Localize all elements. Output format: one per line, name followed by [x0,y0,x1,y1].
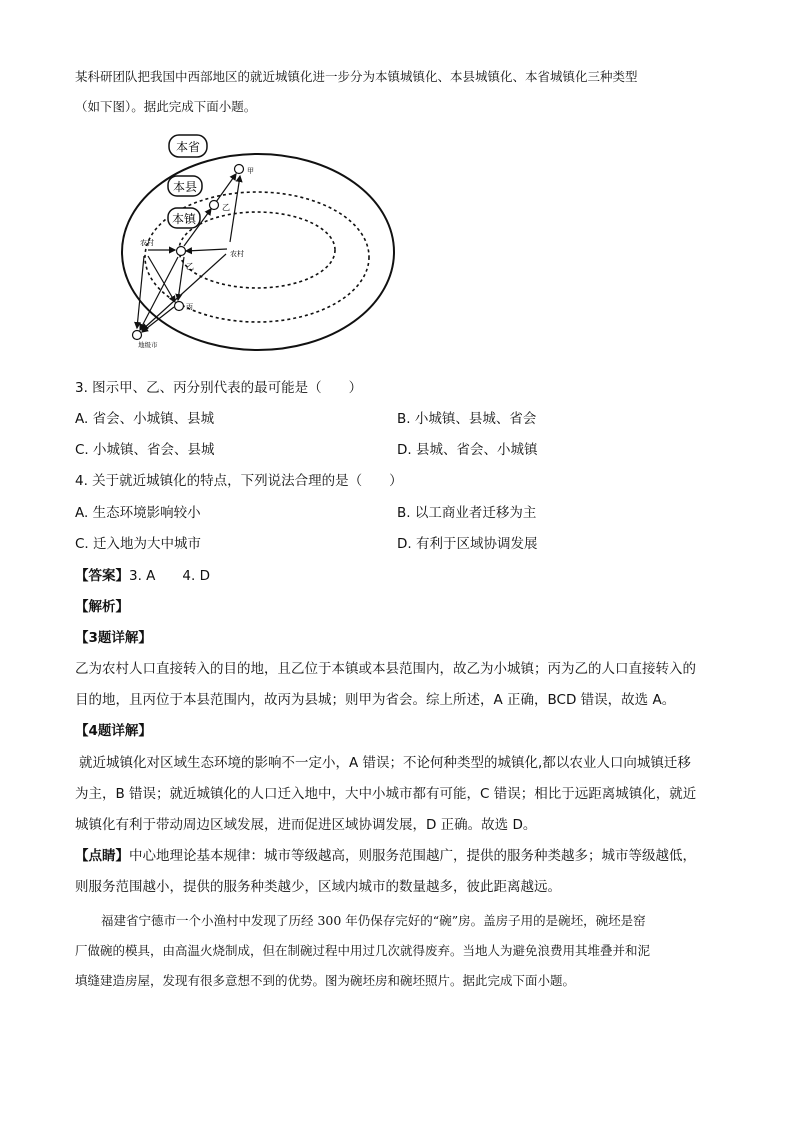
detail4-line-1: 就近城镇化对区域生态环境的影响不一定小，A 错误；不论何种类型的城镇化,都以农业人口向城镇迁移 [79,755,691,771]
q4-option-a[interactable]: A. 生态环境影响较小 [75,505,201,521]
detail4-tag: 【4题详解】 [75,723,152,739]
q4-option-b[interactable]: B. 以工商业者迁移为主 [397,505,537,521]
detail4-line-2: 为主，B 错误；就近城镇化的人口迁入地中，大中小城市都有可能，C 错误；相比于远距离城镇化，就近 [75,786,697,802]
node-yi-center-label: 乙 [186,262,194,271]
node-jia-circle [235,165,244,174]
intro-line-1: 某科研团队把我国中西部地区的就近城镇化进一步分为本镇城镇化、本县城镇化、本省城镇化三种类型 [75,69,638,84]
answer-line [75,565,725,587]
arrow-village-right-to-prefecture [142,254,226,330]
q4-options-row1 [75,502,725,524]
tip-text-1: 中心地理论基本规律：城市等级越高，则服务范围越广，提供的服务种类越多；城市等级越低， [129,848,696,864]
arrow-bing-to-prefecture [142,307,174,332]
tip-line-1 [75,845,725,867]
node-village-right-label: 农村 [230,250,244,258]
arrow-village-left-to-prefecture [137,256,144,328]
q4-options-row2 [75,533,725,555]
node-yi-upper-label: 乙 [222,203,230,212]
answer-text: 3. A 4. D [129,568,210,584]
intro2-line-3: 填缝建造房屋，发现有很多意想不到的优势。图为碗坯房和碗坯照片。据此完成下面小题。 [75,973,576,988]
answer-tag: 【答案】 [75,568,129,584]
town-label: 本镇 [171,212,197,226]
q4-option-d[interactable]: D. 有利于区域协调发展 [397,536,538,552]
node-jia-label: 甲 [247,167,254,175]
node-yi-upper-circle [210,201,219,210]
intro-line-2: （如下图）。据此完成下面小题。 [75,99,257,114]
node-village-left-label: 农村 [140,239,154,247]
q3-stem: 3. 图示甲、乙、丙分别代表的最可能是（ ） [75,380,363,396]
q3-option-c[interactable]: C. 小城镇、省会、县城 [75,442,215,458]
intro2-line-1: 福建省宁德市一个小渔村中发现了历经 300 年仍保存完好的“碗”房。盖房子用的是碗坯，碗坯是窑 [101,913,646,928]
arrow-village-right-to-yi [186,249,227,251]
node-prefecture-circle [133,331,142,340]
q4-stem: 4. 关于就近城镇化的特点，下列说法合理的是（ ） [75,473,403,489]
q3-option-d[interactable]: D. 县城、省会、小城镇 [397,442,538,458]
county-label: 本县 [172,180,198,194]
q3-options-row1 [75,408,725,430]
node-bing-label: 丙 [186,303,193,311]
tip-line-2: 则服务范围越小，提供的服务种类越少，区域内城市的数量越多，彼此距离越远。 [75,879,561,895]
q3-option-a[interactable]: A. 省会、小城镇、县城 [75,411,215,427]
node-yi-center-circle [177,247,186,256]
q3-option-b[interactable]: B. 小城镇、县城、省会 [397,411,537,427]
province-label: 本省 [175,140,201,154]
q4-option-c[interactable]: C. 迁入地为大中城市 [75,536,202,552]
analysis-tag: 【解析】 [75,599,129,615]
arrow-yi-upper-to-jia [216,174,236,202]
q3-options-row2 [75,439,725,461]
detail3-tag: 【3题详解】 [75,630,152,646]
node-prefecture-label: 地级市 [138,341,158,349]
province-boundary [122,154,394,350]
detail3-line-2: 目的地，且丙位于本县范围内，故丙为县城；则甲为省会。综上所述，A 正确，BCD 错误，故选 A。 [75,692,676,708]
detail3-line-1: 乙为农村人口直接转入的目的地，且乙位于本镇或本县范围内，故乙为小城镇；丙为乙的人口直接转入的 [75,661,696,677]
intro2-line-2: 厂做碗的模具，由高温火烧制成，但在制碗过程中用过几次就得废弃。当地人为避免浪费用其堆叠并和泥 [75,943,651,958]
tip-tag: 【点睛】 [75,848,129,864]
arrow-village-right-to-jia [230,176,240,242]
detail4-line-3: 城镇化有利于带动周边区域发展，进而促进区域协调发展，D 正确。故选 D。 [75,817,537,833]
node-bing-circle [175,302,184,311]
urbanization-diagram [112,132,402,352]
